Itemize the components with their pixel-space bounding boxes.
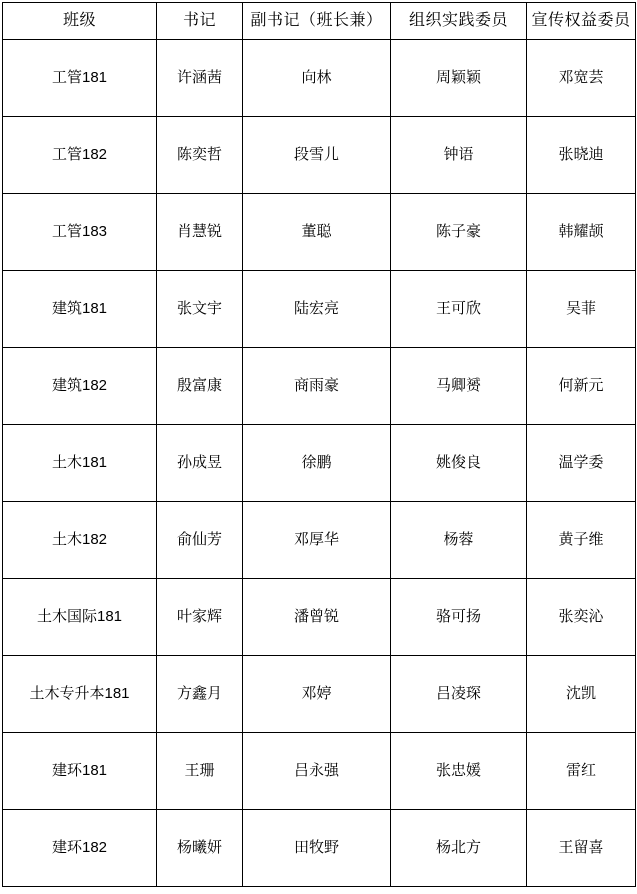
cell-text: 殷富康 — [176, 377, 222, 394]
column-header-deputy-secretary — [243, 3, 391, 40]
cell-text: 土木181 — [51, 454, 108, 471]
cell-text: 土木专升本181 — [29, 685, 130, 702]
table-row — [3, 810, 636, 887]
table-row — [3, 271, 636, 348]
cell-organization-committee — [391, 425, 527, 502]
cell-class — [3, 194, 157, 271]
table-row — [3, 348, 636, 425]
table-row — [3, 579, 636, 656]
cell-text: 姚俊良 — [435, 454, 481, 471]
cell-class — [3, 656, 157, 733]
cell-text: 肖慧锐 — [176, 223, 222, 240]
column-header-secretary-label: 书记 — [182, 12, 216, 30]
table-row — [3, 425, 636, 502]
cell-publicity-committee — [527, 656, 636, 733]
cell-text: 俞仙芳 — [176, 531, 222, 548]
cell-secretary — [157, 425, 243, 502]
cell-class — [3, 579, 157, 656]
cell-text: 王珊 — [184, 762, 215, 779]
cell-secretary — [157, 579, 243, 656]
column-header-class-label: 班级 — [62, 12, 96, 30]
cell-secretary — [157, 117, 243, 194]
cell-text: 方鑫月 — [176, 685, 222, 702]
cell-class — [3, 502, 157, 579]
cell-text: 土木182 — [51, 531, 108, 548]
cell-text: 段雪儿 — [293, 146, 339, 163]
cell-class — [3, 40, 157, 117]
column-header-organization-committee-label: 组织实践委员 — [408, 12, 508, 30]
cell-text: 孙成昱 — [176, 454, 222, 471]
table-header — [3, 3, 636, 40]
column-header-publicity-committee-label: 宣传权益委员 — [531, 12, 631, 30]
cell-text: 张晓迪 — [558, 146, 604, 163]
cell-deputy-secretary — [243, 579, 391, 656]
cell-deputy-secretary — [243, 348, 391, 425]
table-row — [3, 117, 636, 194]
table-row — [3, 502, 636, 579]
cell-text: 许涵茜 — [176, 69, 222, 86]
cell-class — [3, 425, 157, 502]
cell-organization-committee — [391, 271, 527, 348]
cell-text: 徐鹏 — [301, 454, 332, 471]
cell-organization-committee — [391, 579, 527, 656]
cell-organization-committee — [391, 502, 527, 579]
cell-secretary — [157, 656, 243, 733]
cell-secretary — [157, 733, 243, 810]
column-header-publicity-committee — [527, 3, 636, 40]
cell-class — [3, 117, 157, 194]
cell-organization-committee — [391, 348, 527, 425]
cell-text: 邓宽芸 — [558, 69, 604, 86]
cell-text: 土木国际181 — [36, 608, 123, 625]
cell-text: 董聪 — [301, 223, 332, 240]
cell-text: 向林 — [301, 69, 332, 86]
cell-text: 周颖颖 — [435, 69, 481, 86]
cell-text: 黄子维 — [558, 531, 604, 548]
table-header-row — [3, 3, 636, 40]
cell-deputy-secretary — [243, 425, 391, 502]
document-page — [0, 2, 637, 894]
cell-class — [3, 271, 157, 348]
cell-deputy-secretary — [243, 733, 391, 810]
cell-publicity-committee — [527, 579, 636, 656]
cell-organization-committee — [391, 810, 527, 887]
cell-text: 邓厚华 — [293, 531, 339, 548]
cell-text: 陆宏亮 — [293, 300, 339, 317]
cell-text: 马卿赟 — [435, 377, 481, 394]
cell-text: 王可欣 — [435, 300, 481, 317]
cell-text: 韩耀颉 — [558, 223, 604, 240]
cell-text: 建筑181 — [51, 300, 108, 317]
cell-text: 王留喜 — [558, 839, 604, 856]
cell-deputy-secretary — [243, 194, 391, 271]
cell-publicity-committee — [527, 117, 636, 194]
cell-publicity-committee — [527, 194, 636, 271]
cell-deputy-secretary — [243, 40, 391, 117]
cell-secretary — [157, 810, 243, 887]
column-header-class — [3, 3, 157, 40]
cell-publicity-committee — [527, 40, 636, 117]
cell-text: 何新元 — [558, 377, 604, 394]
cell-publicity-committee — [527, 810, 636, 887]
cell-deputy-secretary — [243, 810, 391, 887]
cell-text: 雷红 — [565, 762, 596, 779]
cell-text: 吴菲 — [565, 300, 596, 317]
cell-text: 张忠媛 — [435, 762, 481, 779]
cell-secretary — [157, 194, 243, 271]
cell-text: 吕凌琛 — [435, 685, 481, 702]
cell-text: 陈奕哲 — [176, 146, 222, 163]
cell-secretary — [157, 271, 243, 348]
cell-deputy-secretary — [243, 656, 391, 733]
cell-text: 温学委 — [558, 454, 604, 471]
cell-text: 叶家辉 — [176, 608, 222, 625]
cell-organization-committee — [391, 117, 527, 194]
cell-text: 潘曾锐 — [293, 608, 339, 625]
cell-publicity-committee — [527, 733, 636, 810]
cell-publicity-committee — [527, 425, 636, 502]
column-header-organization-committee — [391, 3, 527, 40]
cell-text: 陈子豪 — [435, 223, 481, 240]
cell-deputy-secretary — [243, 117, 391, 194]
cell-text: 建环182 — [51, 839, 108, 856]
cell-class — [3, 810, 157, 887]
cell-organization-committee — [391, 733, 527, 810]
cell-secretary — [157, 502, 243, 579]
cell-text: 工管181 — [51, 69, 108, 86]
cell-text: 张奕沁 — [558, 608, 604, 625]
class-roster-table — [2, 2, 636, 887]
cell-secretary — [157, 40, 243, 117]
table-row — [3, 656, 636, 733]
cell-deputy-secretary — [243, 271, 391, 348]
cell-publicity-committee — [527, 502, 636, 579]
cell-text: 建环181 — [51, 762, 108, 779]
cell-text: 钟语 — [443, 146, 474, 163]
cell-publicity-committee — [527, 348, 636, 425]
cell-publicity-committee — [527, 271, 636, 348]
table-row — [3, 733, 636, 810]
cell-text: 沈凯 — [565, 685, 596, 702]
cell-class — [3, 733, 157, 810]
table-row — [3, 194, 636, 271]
cell-text: 邓婷 — [301, 685, 332, 702]
table-row — [3, 40, 636, 117]
cell-text: 骆可扬 — [435, 608, 481, 625]
cell-text: 田牧野 — [293, 839, 339, 856]
column-header-secretary — [157, 3, 243, 40]
cell-text: 杨曦妍 — [176, 839, 222, 856]
cell-secretary — [157, 348, 243, 425]
cell-organization-committee — [391, 40, 527, 117]
cell-organization-committee — [391, 656, 527, 733]
cell-text: 工管182 — [51, 146, 108, 163]
cell-organization-committee — [391, 194, 527, 271]
cell-class — [3, 348, 157, 425]
column-header-deputy-secretary-label: 副书记（班长兼） — [250, 12, 383, 30]
cell-text: 张文宇 — [176, 300, 222, 317]
table-body — [3, 40, 636, 887]
cell-text: 商雨豪 — [293, 377, 339, 394]
cell-deputy-secretary — [243, 502, 391, 579]
cell-text: 杨蓉 — [443, 531, 474, 548]
cell-text: 吕永强 — [293, 762, 339, 779]
cell-text: 工管183 — [51, 223, 108, 240]
cell-text: 建筑182 — [51, 377, 108, 394]
cell-text: 杨北方 — [435, 839, 481, 856]
